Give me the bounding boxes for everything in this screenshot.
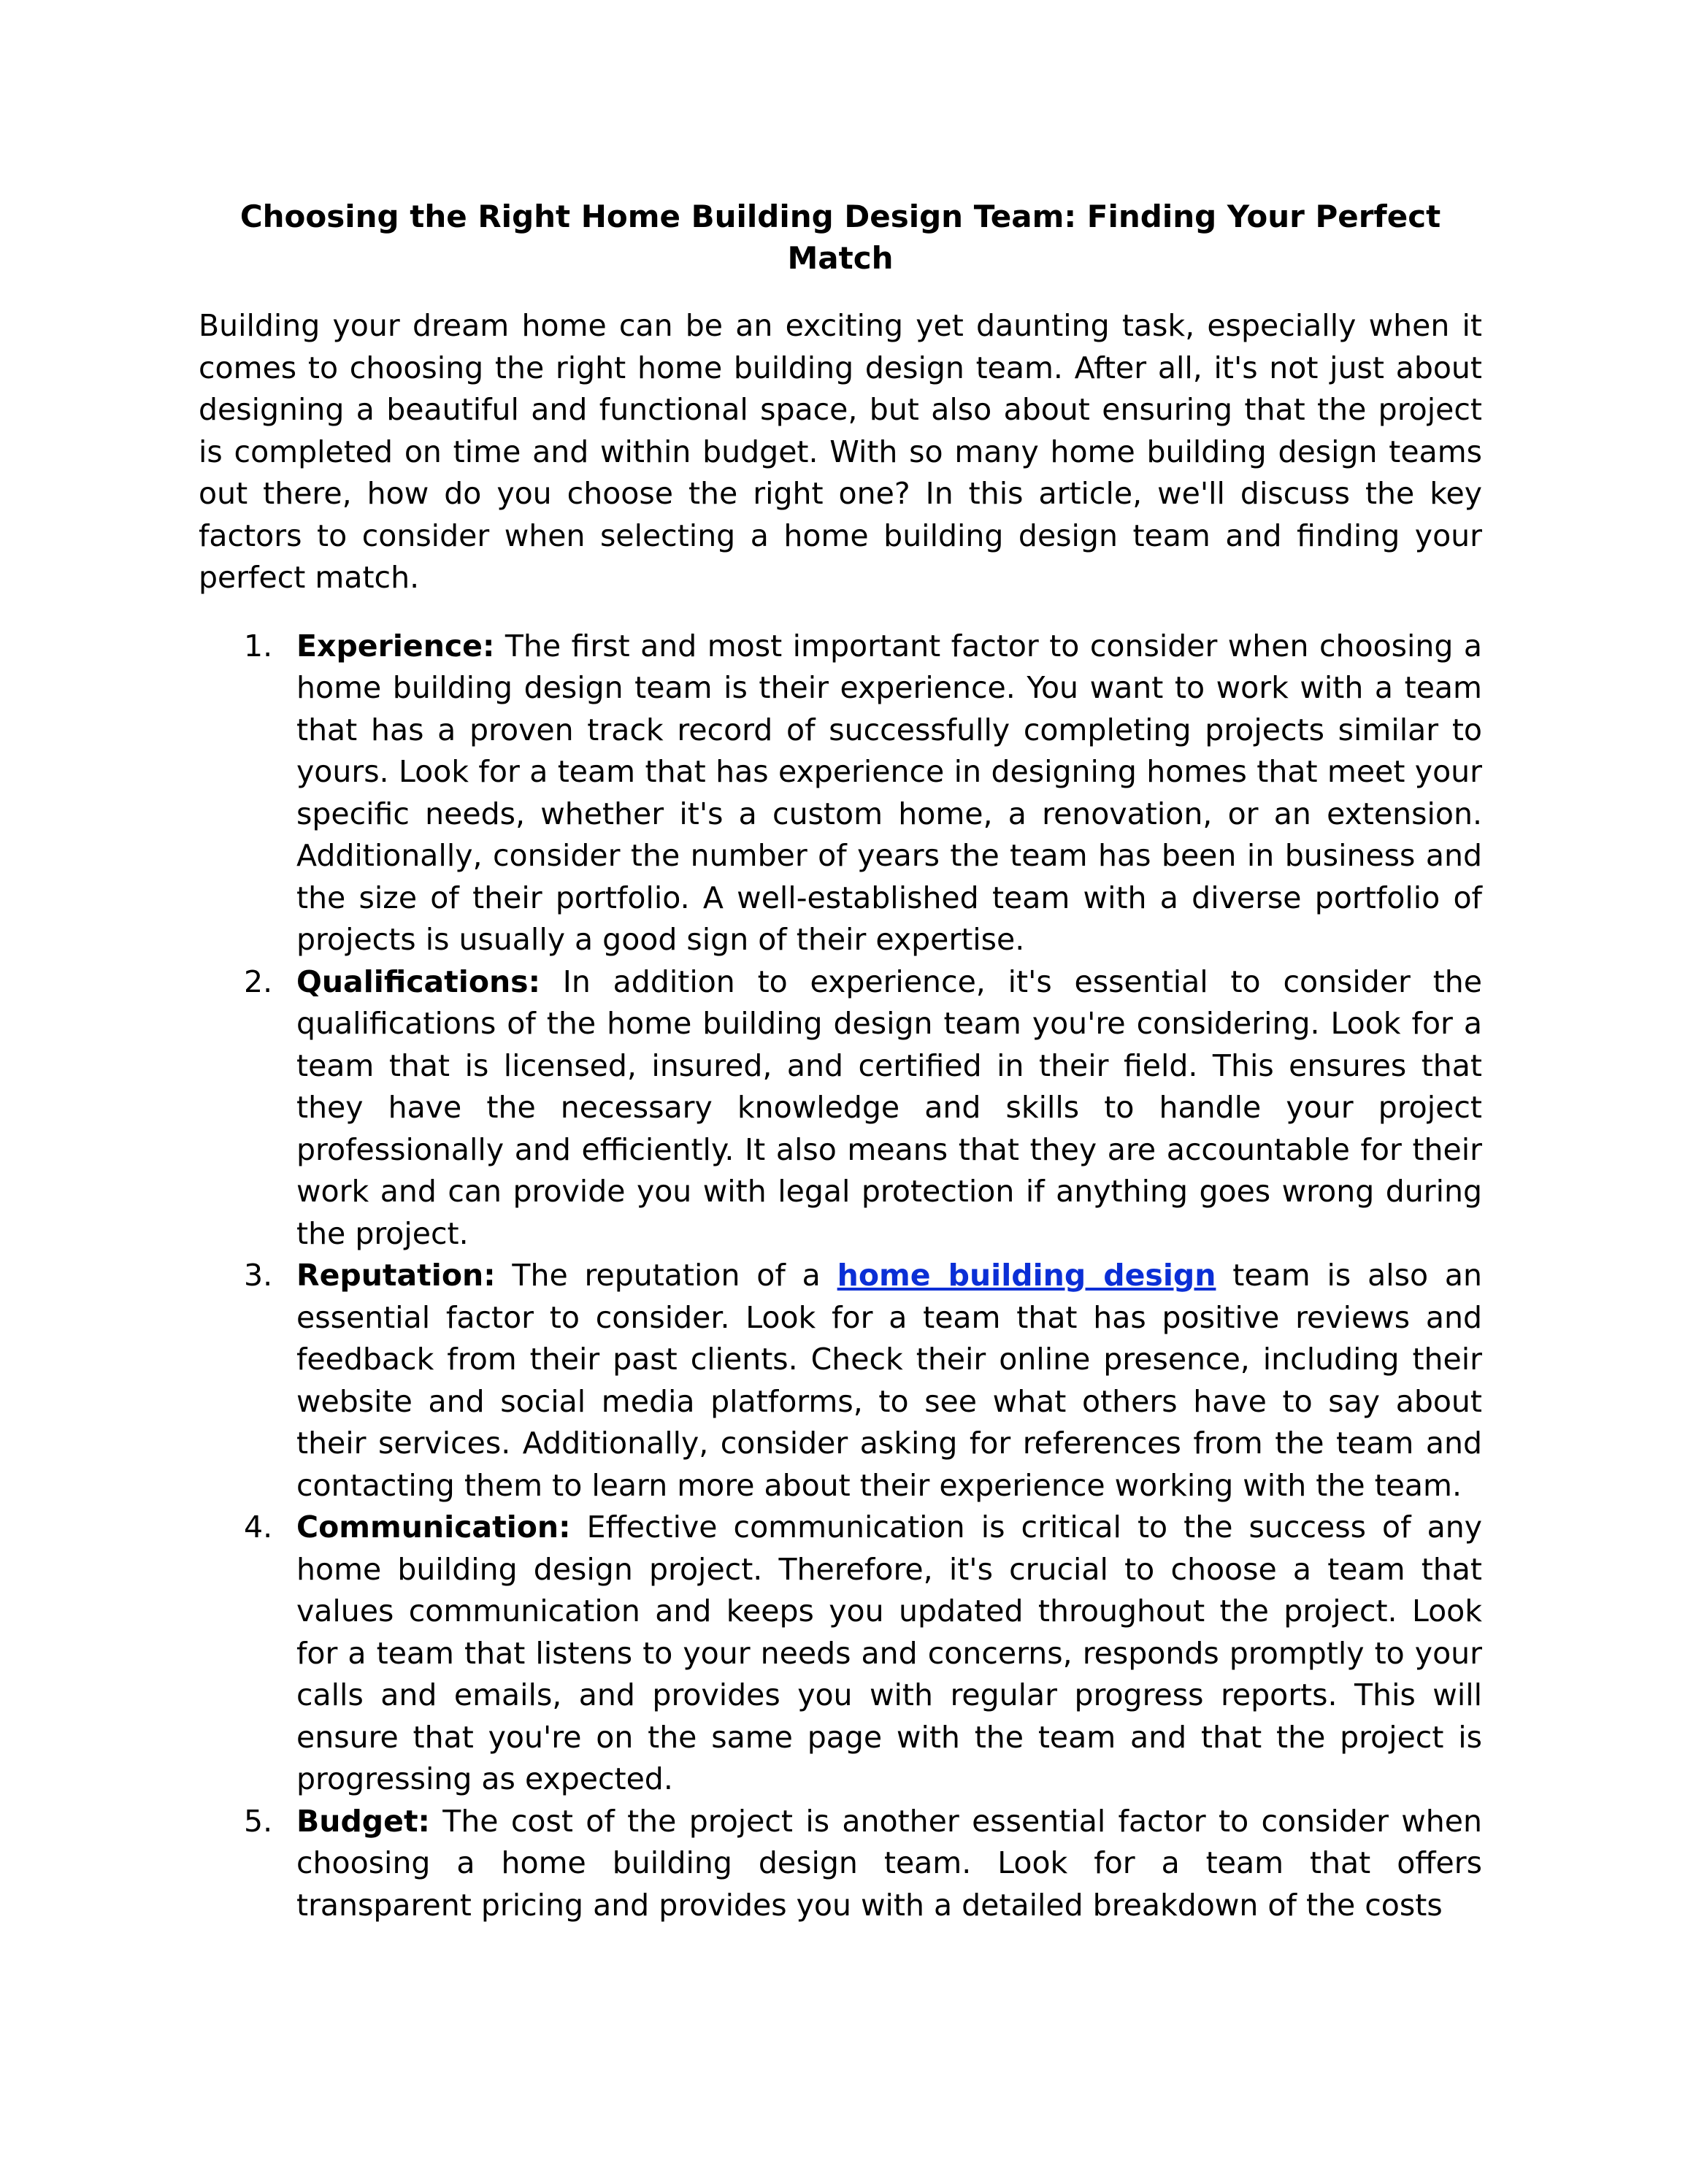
list-item-experience [199,626,1482,961]
item-heading: Reputation: [296,1258,496,1293]
list-item-qualifications [199,961,1482,1256]
item-heading: Qualifications: [296,964,540,999]
list-number: 2. [244,964,273,999]
factors-list [199,626,1482,1927]
intro-paragraph: Building your dream home can be an exciting yet daunting task, especially when it comes to choosing the right home building design team. After all, it's not just about designing a beautiful and functional space, but also about ensuring that the project is completed on time and within budget. With so many home building design teams out there, how do you choose the right one? In this article, we'll discuss the key factors to consider when selecting a home building design team and finding your perfect match. [199,308,1482,595]
item-text: Effective communication is critical to the success of any home building design project. Therefore, it's crucial to choose a team that values communication and keeps you updated throughout the project. Look for a team that listens to your needs and concerns, responds promptly to your calls and emails, and provides you with regular progress reports. This will ensure that you're on the same page with the team and that the project is progressing as expected. [296,1510,1482,1796]
list-item-communication [199,1507,1482,1801]
item-text: The first and most important factor to consider when choosing a home building design team is their experience. You want to work with a team that has a proven track record of successfully completing projects similar to yours. Look for a team that has experience in designing homes that meet your specific needs, whether it's a custom home, a renovation, or an extension. Additionally, consider the number of years the team has been in business and the size of their portfolio. A well-established team with a diverse portfolio of projects is usually a good sign of their expertise. [296,628,1482,957]
item-text: In addition to experience, it's essential to consider the qualifications of the home building design team you're considering. Look for a team that is licensed, insured, and certified in their field. This ensures that they have the necessary knowledge and skills to handle your project professionally and efficiently. It also means that they are accountable for their work and can provide you with legal protection if anything goes wrong during the project. [296,964,1482,1251]
document-page [199,196,1482,1926]
list-item-budget [199,1801,1482,1927]
page-title: Choosing the Right Home Building Design Team: Finding Your Perfect Match [239,199,1441,276]
home-building-design-link[interactable]: home building design [837,1258,1216,1293]
item-text: The cost of the project is another essential factor to consider when choosing a home building design team. Look for a team that offers transparent pricing and provides you with a detailed breakdown of the costs [296,1803,1482,1923]
item-heading: Budget: [296,1803,430,1839]
list-number: 3. [244,1258,273,1293]
list-number: 5. [244,1803,273,1839]
list-number: 1. [244,628,273,664]
item-text-before-link: The reputation of a [495,1258,837,1293]
item-heading: Communication: [296,1510,571,1545]
list-number: 4. [244,1510,273,1545]
item-heading: Experience: [296,628,495,664]
list-item-reputation [199,1255,1482,1507]
item-text-after-link: team is also an essential factor to consider. Look for a team that has positive reviews and feedback from their past clients. Check their online presence, including their website and social media platforms, to see what others have to say about their services. Additionally, consider asking for references from the team and contacting them to learn more about their experience working with the team. [296,1258,1482,1503]
